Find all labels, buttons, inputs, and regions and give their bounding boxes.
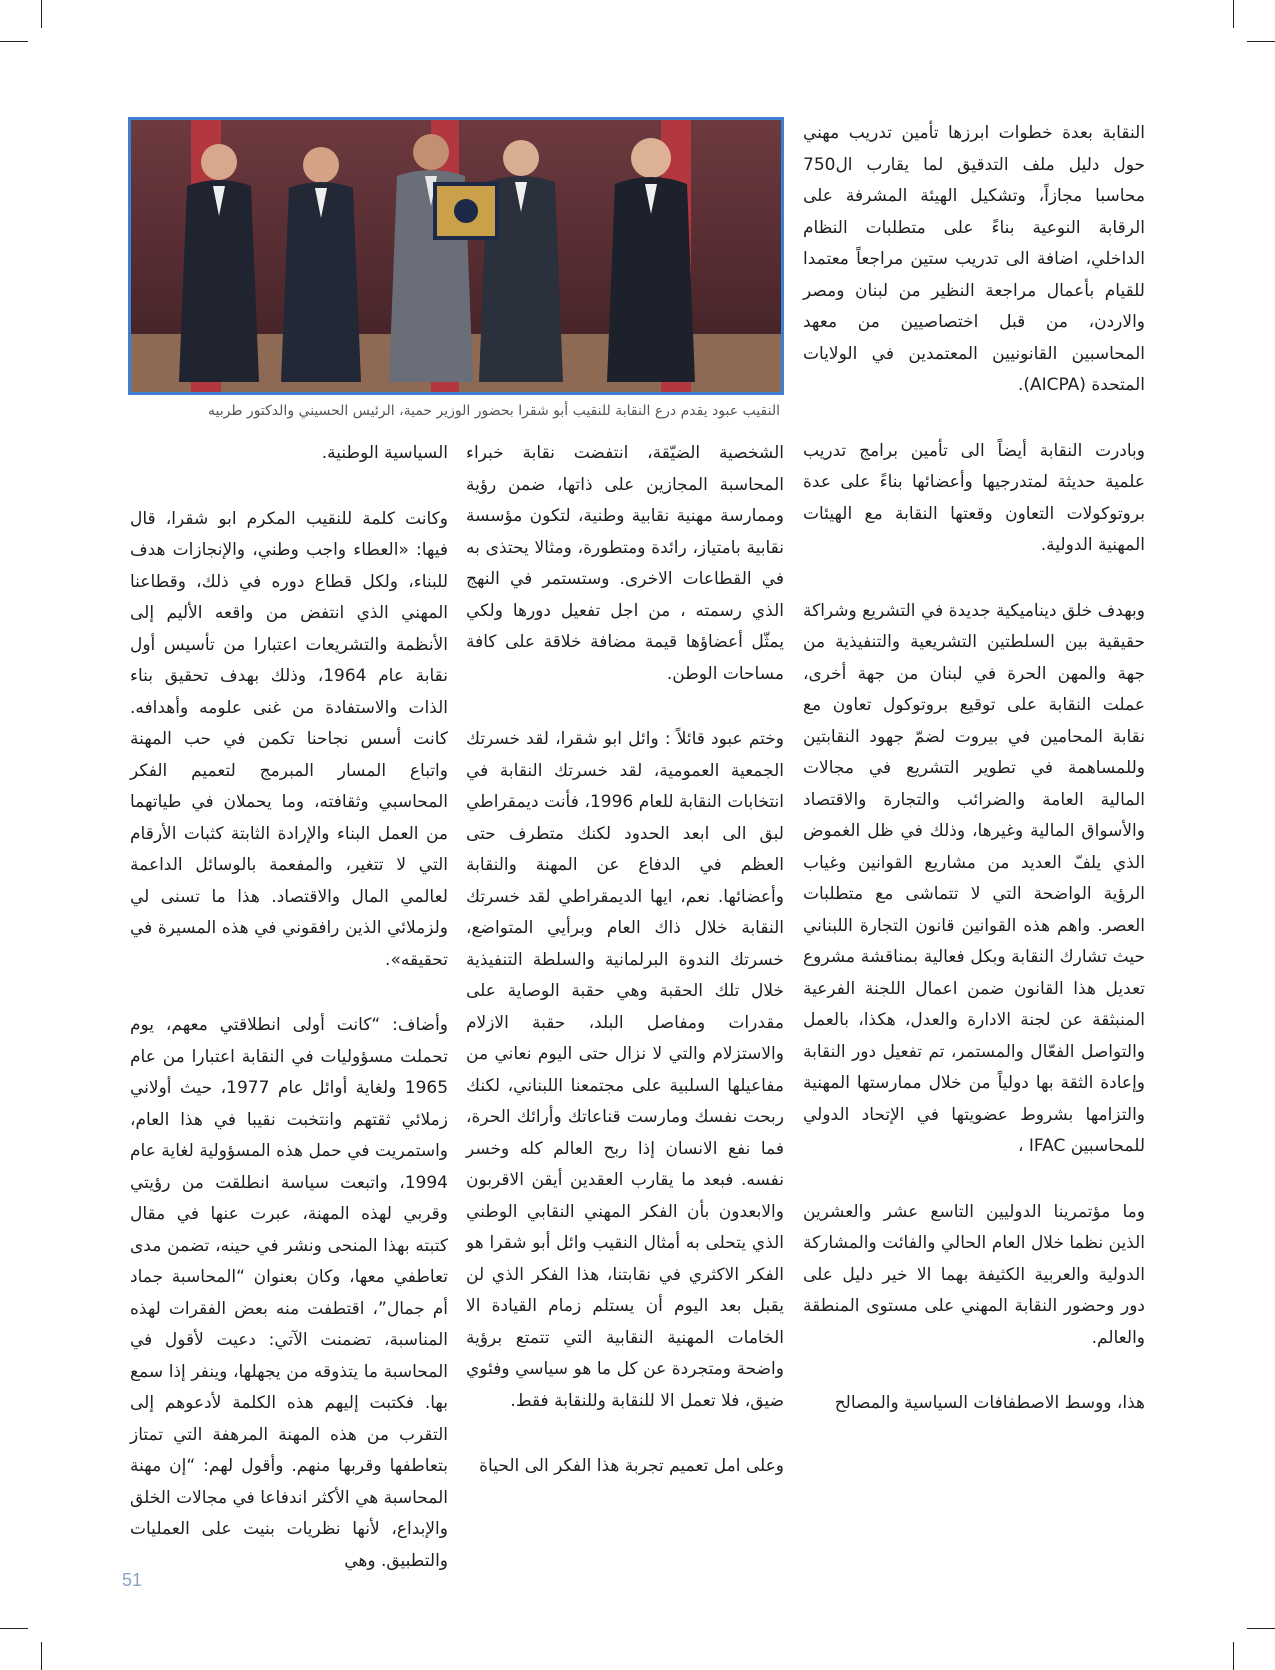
paragraph: الشخصية الضيّقة، انتفضت نقابة خبراء المحاسبة المجازين على ذاتها، ضمن رؤية وممارسة مهنية نقابية وطنية، لتكون مؤسسة نقابية بامتياز، رائدة ومتطورة، ومثالا يحتذى به في القطاعات الاخرى. وستستمر في النهج الذي رسمته ، من اجل تفعيل دورها ولكي يمثّل أعضاؤها قيمة مضافة خلاقة على كافة مساحات الوطن. [466,443,784,684]
award-plaque [435,184,497,238]
paragraph: النقابة بعدة خطوات ابرزها تأمين تدريب مهني حول دليل ملف التدقيق لما يقارب ال750 محاسبا مجازاً، وتشكيل الهيئة المشرفة على الرقابة النوعية بناءً على متطلبات النظام الداخلي، اضافة الى تدريب ستين مراجعاً معتمدا للقيام بأعمال مراجعة النظير من لبنان ومصر والاردن، من قبل اختصاصيين من معهد المحاسبين القانونيين المعتمدين في الولايات المتحدة (AICPA). [803,123,1145,395]
text-column-left [130,438,448,1577]
crop-mark [1233,1642,1234,1670]
crop-mark [41,1642,42,1670]
paragraph: وما مؤتمرينا الدوليين التاسع عشر والعشرين الذين نظما خلال العام الحالي والفائت والمشاركة الدولية والعربية الكثيفة بهما الا خير دليل على دور وحضور النقابة المهني على مستوى المنطقة والعالم. [803,1201,1145,1348]
crop-mark [41,0,42,28]
paragraph: وبهدف خلق ديناميكية جديدة في التشريع وشراكة حقيقية بين السلطتين التشريعية والتنفيذية من جهة والمهن الحرة في لبنان من جهة أخرى، عملت النقابة على توقيع بروتوكول تعاون مع نقابة المحامين في بيروت لضمّ جهود النقابتين وللمساهمة في تطوير التشريع في مجالات المالية العامة والضرائب والتجارة والاقتصاد والأسواق المالية وغيرها، وذلك في ظل الغموض الذي يلفّ العديد من مشاريع القوانين وغياب الرؤية الواضحة التي لا تتماشى مع متطلبات العصر. واهم هذه القوانين قانون التجارة اللبناني حيث تشارك النقابة وبكل فعالية بمناقشة مشروع تعديل هذا القانون ضمن اعمال اللجنة الفرعية المنبثقة عن لجنة الادارة والعدل، هكذا، بالعمل والتواصل الفعّال والمستمر، تم تفعيل دور النقابة وإعادة الثقة بها دولياً من خلال ممارستها المهنية والتزامها بشروط عضويتها في الإتحاد الدولي للمحاسبين IFAC ، [803,600,1145,1156]
award-photo [128,117,784,395]
crop-mark [0,1628,28,1629]
paragraph: السياسية الوطنية. [321,443,448,463]
crop-mark [0,41,28,42]
paragraph: وبادرت النقابة أيضاً الى تأمين برامج تدريب علمية حديثة لمتدرجيها وأعضائها بناءً على عدة بروتوكولات التعاون وقعتها النقابة مع الهيئات المهنية الدولية. [803,440,1145,555]
paragraph: وختم عبود قائلاً : وائل ابو شقرا، لقد خسرتك الجمعية العمومية، لقد خسرتك النقابة في انتخابات النقابة للعام 1996، فأنت ديمقراطي لبق الى ابعد الحدود لكنك متطرف حتى العظم في الدفاع عن المهنة والنقابة وأعضائها. نعم، ايها الديمقراطي لقد خسرتك النقابة خلال ذاك العام وبرأيي المتواضع، خسرتك الندوة البرلمانية والسلطة التنفيذية خلال تلك الحقبة وهي حقبة الوصاية على مقدرات ومفاصل البلد، حقبة الازلام والاستزلام والتي لا نزال حتى اليوم نعاني من مفاعيلها السلبية على مجتمعنا اللبناني، لكنك ربحت نفسك ومارست قناعاتك وأرائك الحرة، فما نفع الانسان إذا ربح العالم كله وخسر نفسه. فبعد ما يقارب العقدين أيقن الاقربون والابعدون بأن الفكر المهني النقابي الوطني الذي يتحلى به أمثال النقيب وائل أبو شقرا هو الفكر الاكثري في نقابتنا، هذا الفكر الذي لن يقبل بعد اليوم أن يستلم زمام القيادة الا الخامات المهنية النقابية التي تتمتع برؤية واضحة ومتجردة عن كل ما هو سياسي وفئوي ضيق، فلا تعمل الا للنقابة وللنقابة فقط. [466,729,784,1411]
paragraph: وأضاف: “كانت أولى انطلاقتي معهم، يوم تحملت مسؤوليات في النقابة اعتبارا من عام 1965 ولغاية أوائل عام 1977، حيث أولاني زملائي ثقتهم وانتخبت نقيبا في هذا العام، واستمريت في حمل هذه المسؤولية لغاية عام 1994، واتبعت سياسة انطلقت من رؤيتي وقربي لهذه المهنة، عبرت عنها في مقال كتبته بهذا المنحى ونشر في حينه، تضمن مدى تعاطفي معها، وكان بعنوان “المحاسبة جماد أم جمال”، اقتطفت منه بعض الفقرات لهذه المناسبة، تضمنت الآتي: دعيت لأقول في المحاسبة ما يتذوقه من يجهلها، وينفر إذا سمع بها. فكتبت إليهم هذه الكلمة لأدعوهم إلى التقرب من هذه المهنة المرهفة التي تمتاز بتعاطفها وقربها منهم. وأقول لهم: “إن مهنة المحاسبة هي الأكثر اندفاعا في مجالات الخلق والإبداع، لأنها نظريات بنيت على العمليات والتطبيق. وهي [130,1015,449,1571]
crop-mark [1247,41,1275,42]
text-column-middle [466,438,784,1483]
paragraph: هذا، ووسط الاصطفافات السياسية والمصالح [834,1393,1145,1413]
crop-mark [1247,1628,1275,1629]
photo-caption: النقيب عبود يقدم درع النقابة للنقيب أبو شقرا بحضور الوزير حمية، الرئيس الحسيني والدكتور طربيه [207,403,780,419]
page-number: 51 [122,1570,143,1590]
paragraph: وكانت كلمة للنقيب المكرم ابو شقرا، قال فيها: «العطاء واجب وطني، والإنجازات هدف للبناء، ولكل قطاع دوره في ذلك، وقطاعنا المهني الذي انتفض من واقعه الأليم إلى الأنظمة والتشريعات اعتبارا من تأسيس أول نقابة عام 1964، وذلك بهدف تحقيق بناء الذات والاستفادة من غنى علومه وأهدافه. كانت أسس نجاحنا تكمن في حب المهنة واتباع المسار المبرمج لتعميم الفكر المحاسبي وثقافته، وما يحملان في طياتهما من العمل البناء والإرادة الثابتة كثبات الأرقام التي لا تتغير، والمفعمة بالوسائل الداعمة لعالمي المال والاقتصاد. هذا ما تسنى لي ولزملائي الذين رافقوني في هذه المسيرة في تحقيقه». [130,508,449,970]
text-column-right [803,118,1145,1420]
paragraph: وعلى امل تعميم تجربة هذا الفكر الى الحياة [479,1456,784,1476]
crop-mark [1233,0,1234,28]
